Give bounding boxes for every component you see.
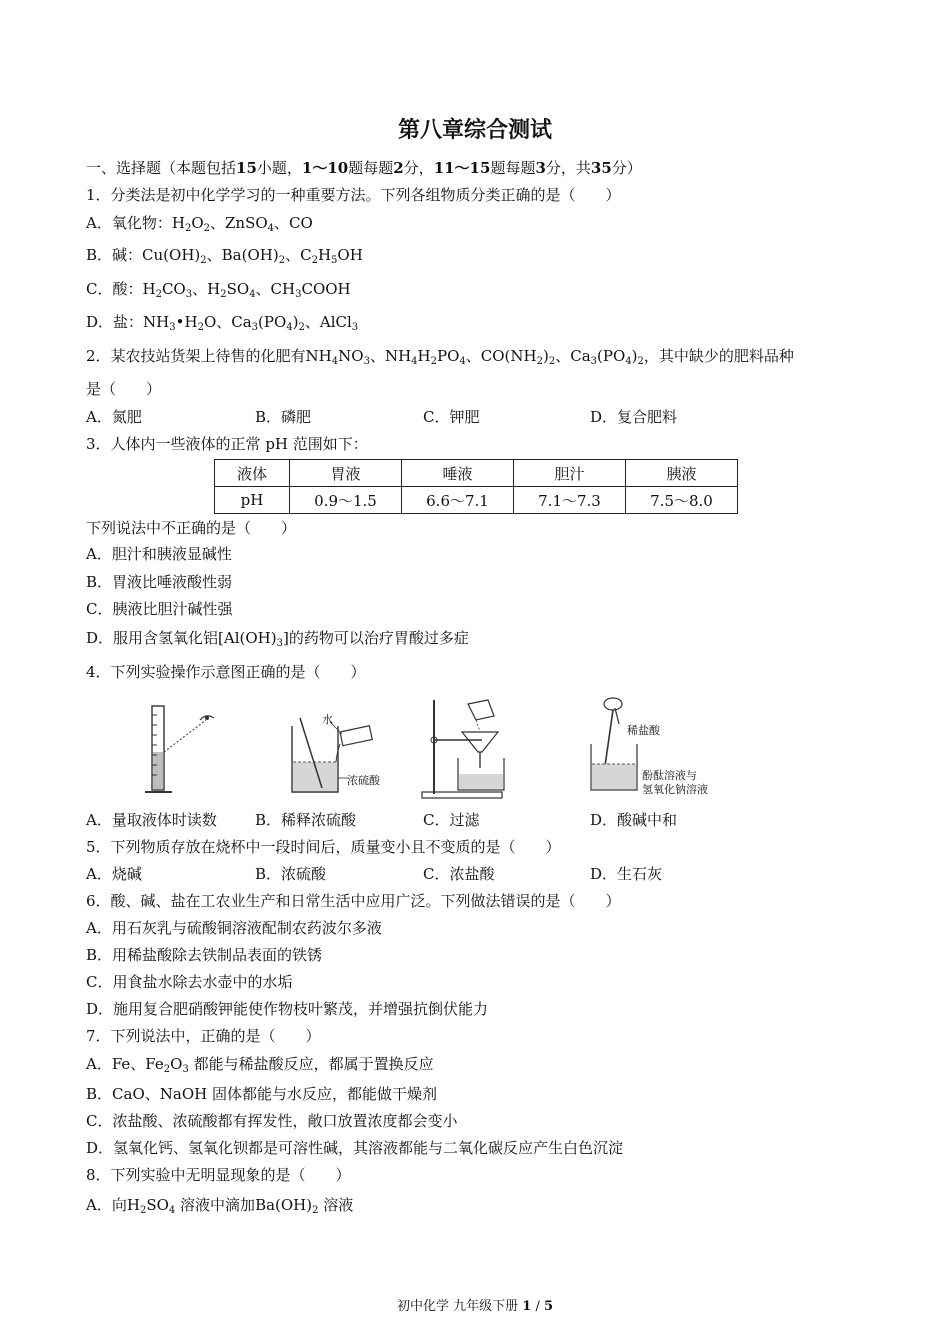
dilute-hcl-label: 稀盐酸 xyxy=(627,724,660,737)
question-5-stem: 5．下列物质存放在烧杯中一段时间后，质量变小且不变质的是（ ） xyxy=(86,838,561,856)
question-7-option-b: B．CaO、NaOH 固体都能与水反应，都能做干燥剂 xyxy=(86,1085,437,1103)
question-4-option-a: A．量取液体时读数 xyxy=(86,811,217,829)
question-1-option-c: C．酸：$H_2CO_3$、$H_2SO_4$、$CH_3COOH$ xyxy=(86,280,351,300)
page-footer: 初中化学 九年级下册 1 / 5 xyxy=(396,1299,554,1314)
table-cell: 液体 xyxy=(215,460,290,487)
question-6-option-a: A．用石灰乳与硫酸铜溶液配制农药波尔多液 xyxy=(86,919,382,937)
question-7-option-a: A．Fe、$Fe_2O_3$ 都能与稀盐酸反应，都属于置换反应 xyxy=(86,1055,434,1075)
question-3-option-b: B．胃液比唾液酸性弱 xyxy=(86,573,233,591)
question-3-option-d: D．服用含氢氧化铝$[Al(OH)_3]$的药物可以治疗胃酸过多症 xyxy=(86,629,469,649)
question-6-stem: 6．酸、碱、盐在工农业生产和日常生活中应用广泛。下列做法错误的是（ ） xyxy=(86,892,621,910)
question-6-option-d: D．施用复合肥硝酸钾能使作物枝叶繁茂，并增强抗倒伏能力 xyxy=(86,1000,489,1018)
table-cell: 胃液 xyxy=(290,460,402,487)
table-cell: pH xyxy=(215,487,290,514)
question-2-option-c: C．钾肥 xyxy=(423,408,480,426)
question-8-option-a: A．向$H_2SO_4$ 溶液中滴加$Ba(OH)_2$ 溶液 xyxy=(86,1196,354,1216)
table-cell: 胆汁 xyxy=(514,460,626,487)
concentrated-acid-label: 浓硫酸 xyxy=(347,774,380,787)
table-cell: 6.6～7.1 xyxy=(402,487,514,514)
question-2-option-b: B．磷肥 xyxy=(255,408,312,426)
phenolphthalein-label-line1: 酚酞溶液与 xyxy=(642,769,697,782)
graduated-cylinder-figure xyxy=(140,700,230,800)
question-3-option-a: A．胆汁和胰液显碱性 xyxy=(86,545,232,563)
question-1-option-d: D．盐：$NH_3•H_2O$、$Ca_3(PO_4)_2$、AlCl$_3$ xyxy=(86,313,359,333)
page-title: 第八章综合测试 xyxy=(397,117,552,143)
question-8-stem: 8．下列实验中无明显现象的是（ ） xyxy=(86,1166,351,1184)
question-4-option-d: D．酸碱中和 xyxy=(590,811,678,829)
question-1-option-a: A．氧化物：$H_2O_2$、ZnSO$_4$、CO xyxy=(86,214,313,234)
ph-table xyxy=(214,459,738,514)
question-5-option-c: C．浓盐酸 xyxy=(423,865,495,883)
table-row xyxy=(215,487,738,514)
table-row xyxy=(215,460,738,487)
question-7-option-c: C．浓盐酸、浓硫酸都有挥发性，敞口放置浓度都会变小 xyxy=(86,1112,458,1130)
question-2-option-a: A．氮肥 xyxy=(86,408,142,426)
question-3-stem: 3．人体内一些液体的正常 pH 范围如下： xyxy=(86,435,368,453)
question-2-stem-line2: 是（ ） xyxy=(86,380,162,398)
phenolphthalein-label-line2: 氢氧化钠溶液 xyxy=(642,783,708,796)
table-cell: 7.5～8.0 xyxy=(626,487,738,514)
question-3-ask: 下列说法中不正确的是（ ） xyxy=(86,519,297,537)
question-5-option-d: D．生石灰 xyxy=(590,865,663,883)
water-label: 水 xyxy=(322,713,333,726)
question-1-option-b: B．碱：$Cu(OH)_2$、$Ba(OH)_2$、$C_2H_5OH$ xyxy=(86,246,363,266)
question-3-option-c: C．胰液比胆汁碱性强 xyxy=(86,600,233,618)
table-cell: 胰液 xyxy=(626,460,738,487)
question-5-option-b: B．浓硫酸 xyxy=(255,865,327,883)
question-5-option-a: A．烧碱 xyxy=(86,865,142,883)
question-4-option-b: B．稀释浓硫酸 xyxy=(255,811,357,829)
question-2-option-d: D．复合肥料 xyxy=(590,408,678,426)
table-cell: 唾液 xyxy=(402,460,514,487)
question-2-stem: 2．某农技站货架上待售的化肥有$NH_4NO_3$、$NH_4H_2PO_4$、$CO(NH_2)_2$、$Ca_3(PO_4)_2$，其中缺少的肥料品种 xyxy=(86,347,794,367)
question-7-option-d: D．氢氧化钙、氢氧化钡都是可溶性碱，其溶液都能与二氧化碳反应产生白色沉淀 xyxy=(86,1139,624,1157)
filtration-figure xyxy=(418,696,518,800)
table-cell: 0.9～1.5 xyxy=(290,487,402,514)
question-4-option-c: C．过滤 xyxy=(423,811,480,829)
question-1-stem: 1．分类法是初中化学学习的一种重要方法。下列各组物质分类正确的是（ ） xyxy=(86,186,621,204)
question-6-option-c: C．用食盐水除去水壶中的水垢 xyxy=(86,973,293,991)
question-4-stem: 4．下列实验操作示意图正确的是（ ） xyxy=(86,663,366,681)
question-6-option-b: B．用稀盐酸除去铁制品表面的铁锈 xyxy=(86,946,323,964)
section-header: 一、选择题（本题包括15小题，1～10题每题2分，11～15题每题3分，共35分） xyxy=(86,159,642,177)
table-cell: 7.1～7.3 xyxy=(514,487,626,514)
question-7-stem: 7．下列说法中，正确的是（ ） xyxy=(86,1027,321,1045)
